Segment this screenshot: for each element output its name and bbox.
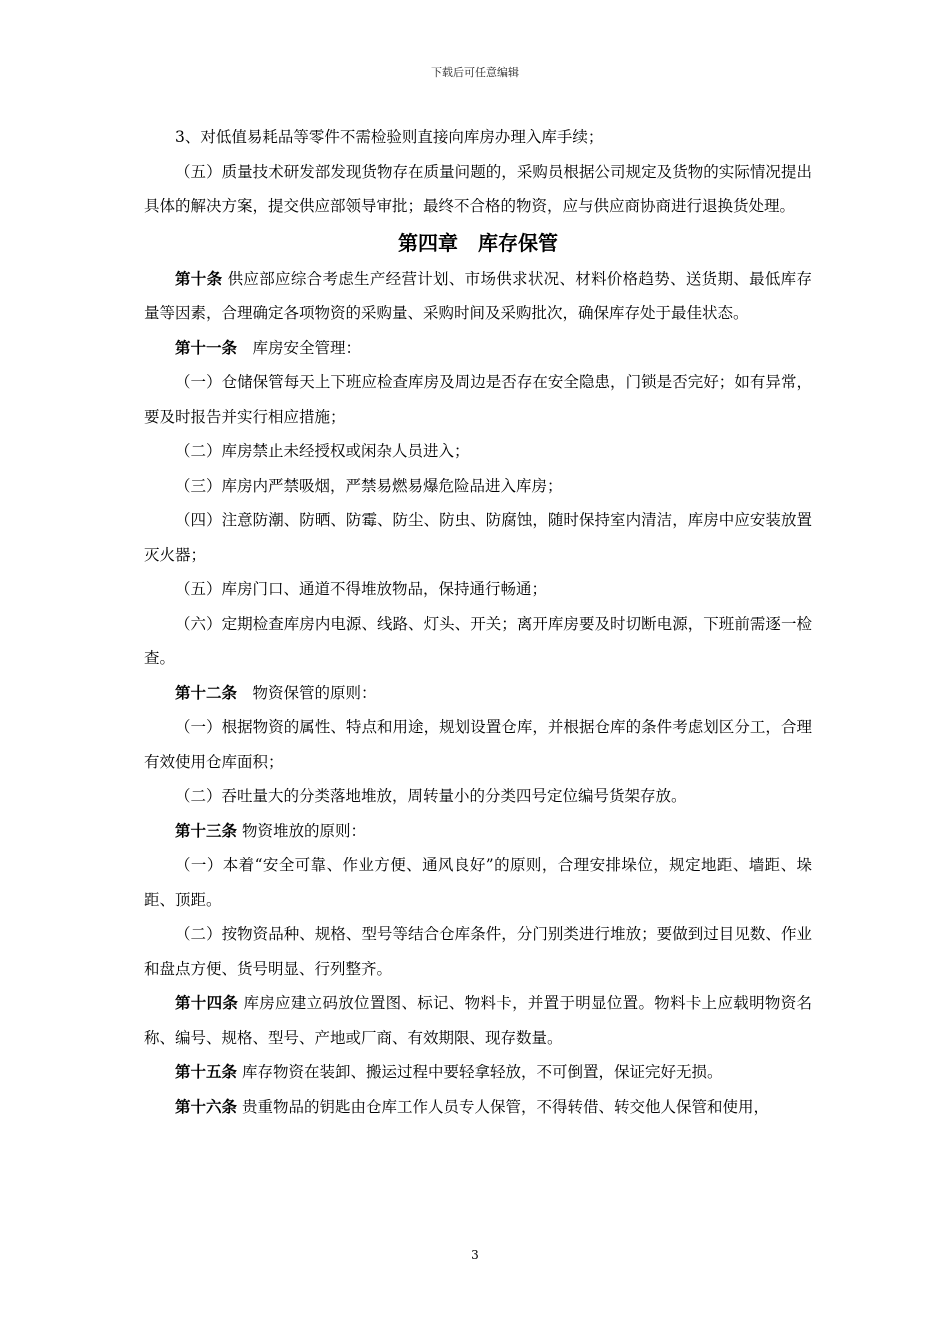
page-number: 3 bbox=[471, 1248, 479, 1262]
article-paragraph bbox=[144, 331, 812, 366]
paragraph bbox=[144, 503, 812, 572]
article-number: 第十六条 bbox=[175, 1096, 238, 1116]
paragraph-text: （二）库房禁止未经授权或闲杂人员进入； bbox=[175, 442, 470, 460]
document-body bbox=[144, 120, 812, 1124]
paragraph-text: 贵重物品的钥匙由仓库工作人员专人保管，不得转借、转交他人保管和使用， bbox=[237, 1097, 769, 1116]
article-number: 第十二条 bbox=[175, 682, 238, 702]
paragraph-text: （二）按物资品种、规格、型号等结合仓库条件，分门别类进行堆放；要做到过目见数、作业和盘点方便、货号明显、行列整齐。 bbox=[144, 925, 812, 978]
paragraph-text: 物资保管的原则： bbox=[237, 683, 377, 702]
paragraph-text: 3、对低值易耗品等零件不需检验则直接向库房办理入库手续； bbox=[175, 128, 604, 146]
paragraph-text: （四）注意防潮、防晒、防霉、防尘、防虫、防腐蚀，随时保持室内清洁，库房中应安装放置灭火器； bbox=[144, 511, 812, 564]
article-paragraph bbox=[144, 1055, 812, 1090]
article-number: 第十四条 bbox=[175, 993, 239, 1012]
paragraph-text: 物资堆放的原则： bbox=[237, 821, 366, 840]
article-number: 第十条 bbox=[175, 268, 223, 288]
paragraph bbox=[144, 917, 812, 986]
chapter-title: 第四章 库存保管 bbox=[398, 230, 558, 255]
paragraph-text: 库房安全管理： bbox=[237, 338, 362, 357]
article-number: 第十五条 bbox=[175, 1062, 238, 1081]
paragraph-text: （六）定期检查库房内电源、线路、灯头、开关；离开库房要及时切断电源，下班前需逐一检查。 bbox=[144, 614, 812, 667]
paragraph bbox=[144, 848, 812, 917]
paragraph-text: （一）本着“安全可靠、作业方便、通风良好”的原则，合理安排垛位，规定地距、墙距、垛距、顶距。 bbox=[144, 856, 812, 909]
article-paragraph bbox=[144, 676, 812, 711]
paragraph-text: 供应部应综合考虑生产经营计划、市场供求状况、材料价格趋势、送货期、最低库存量等因素，合理确定各项物资的采购量、采购时间及采购批次，确保库存处于最佳状态。 bbox=[144, 269, 812, 322]
paragraph bbox=[144, 120, 812, 155]
article-paragraph bbox=[144, 1090, 812, 1125]
paragraph-text: （一）根据物资的属性、特点和用途，规划设置仓库，并根据仓库的条件考虑划区分工，合理有效使用仓库面积； bbox=[144, 718, 812, 771]
paragraph-text: （二）吞吐量大的分类落地堆放，周转量小的分类四号定位编号货架存放。 bbox=[175, 787, 687, 805]
paragraph-text: （三）库房内严禁吸烟，严禁易燃易爆危险品进入库房； bbox=[175, 476, 563, 495]
article-paragraph bbox=[144, 262, 812, 331]
paragraph bbox=[144, 434, 812, 469]
paragraph bbox=[144, 469, 812, 504]
paragraph-text: （五）库房门口、通道不得堆放物品，保持通行畅通； bbox=[175, 580, 548, 598]
paragraph-text: （一）仓储保管每天上下班应检查库房及周边是否存在安全隐患，门锁是否完好；如有异常，要及时报告并实行相应措施； bbox=[144, 373, 812, 426]
page-header: 下载后可任意编辑 bbox=[431, 66, 519, 79]
paragraph bbox=[144, 365, 812, 434]
paragraph bbox=[144, 572, 812, 607]
article-paragraph bbox=[144, 814, 812, 849]
paragraph-text: 库房应建立码放位置图、标记、物料卡，并置于明显位置。物料卡上应载明物资名称、编号、规格、型号、产地或厂商、有效期限、现存数量。 bbox=[144, 994, 812, 1047]
article-number: 第十一条 bbox=[175, 337, 238, 357]
paragraph bbox=[144, 779, 812, 814]
paragraph bbox=[144, 155, 812, 224]
paragraph-text: （五）质量技术研发部发现货物存在质量问题的，采购员根据公司规定及货物的实际情况提出具体的解决方案，提交供应部领导审批；最终不合格的物资，应与供应商协商进行退换货处理。 bbox=[144, 162, 812, 215]
article-paragraph bbox=[144, 986, 812, 1055]
paragraph bbox=[144, 607, 812, 676]
article-number: 第十三条 bbox=[175, 820, 238, 840]
paragraph bbox=[144, 710, 812, 779]
paragraph-text: 库存物资在装卸、搬运过程中要轻拿轻放，不可倒置，保证完好无损。 bbox=[237, 1063, 723, 1081]
